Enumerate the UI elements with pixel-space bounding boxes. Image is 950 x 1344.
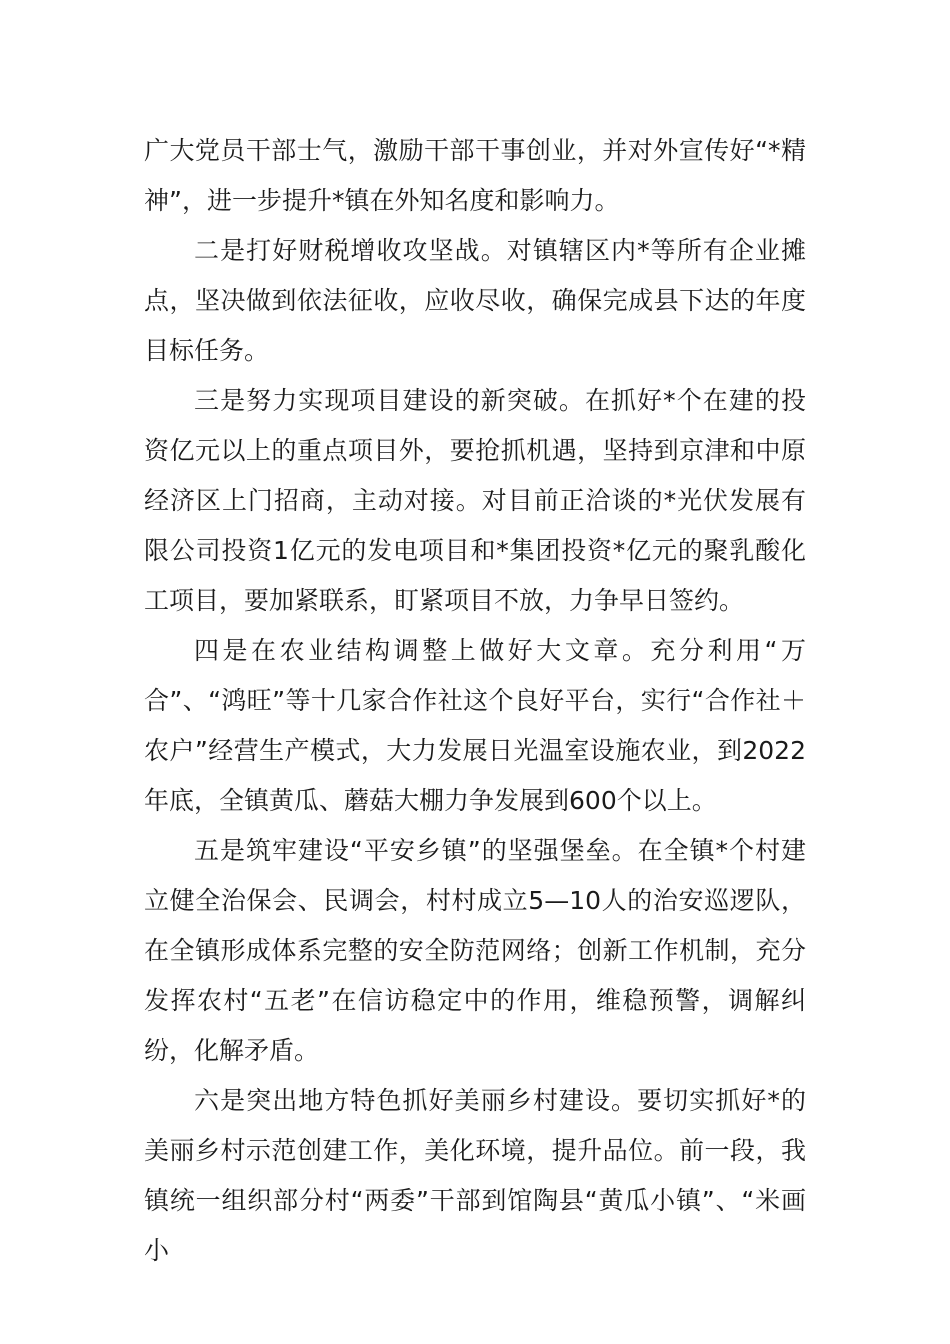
paragraph-beautiful-village: 六是突出地方特色抓好美丽乡村建设。要切实抓好*的美丽乡村示范创建工作，美化环境，提升品位。前一段，我镇统一组织部分村“两委”干部到馆陶县“黄瓜小镇”、“米画小: [144, 1086, 806, 1265]
paragraph-safe-township: 五是筑牢建设“平安乡镇”的坚强堡垒。在全镇*个村建立健全治保会、民调会，村村成立5—10人的治安巡逻队，在全镇形成体系完整的安全防范网络；创新工作机制，充分发挥农村“五老”在信访稳定中的作用，维稳预警，调解纠纷，化解矛盾。: [144, 836, 806, 1065]
paragraph-tax-revenue: 二是打好财税增收攻坚战。对镇辖区内*等所有企业摊点，坚决做到依法征收，应收尽收，确保完成县下达的年度目标任务。: [144, 236, 806, 365]
document-body: [144, 126, 806, 1276]
paragraph-continuation: 广大党员干部士气，激励干部干事创业，并对外宣传好“*精神”，进一步提升*镇在外知名度和影响力。: [144, 136, 806, 215]
paragraph-agriculture: 四是在农业结构调整上做好大文章。充分利用“万合”、“鸿旺”等十几家合作社这个良好平台，实行“合作社＋农户”经营生产模式，大力发展日光温室设施农业，到2022年底，全镇黄瓜、蘑菇大棚力争发展到600个以上。: [144, 636, 806, 815]
paragraph-project-construction: 三是努力实现项目建设的新突破。在抓好*个在建的投资亿元以上的重点项目外，要抢抓机遇，坚持到京津和中原经济区上门招商，主动对接。对目前正洽谈的*光伏发展有限公司投资1亿元的发电项目和*集团投资*亿元的聚乳酸化工项目，要加紧联系，盯紧项目不放，力争早日签约。: [144, 386, 806, 615]
